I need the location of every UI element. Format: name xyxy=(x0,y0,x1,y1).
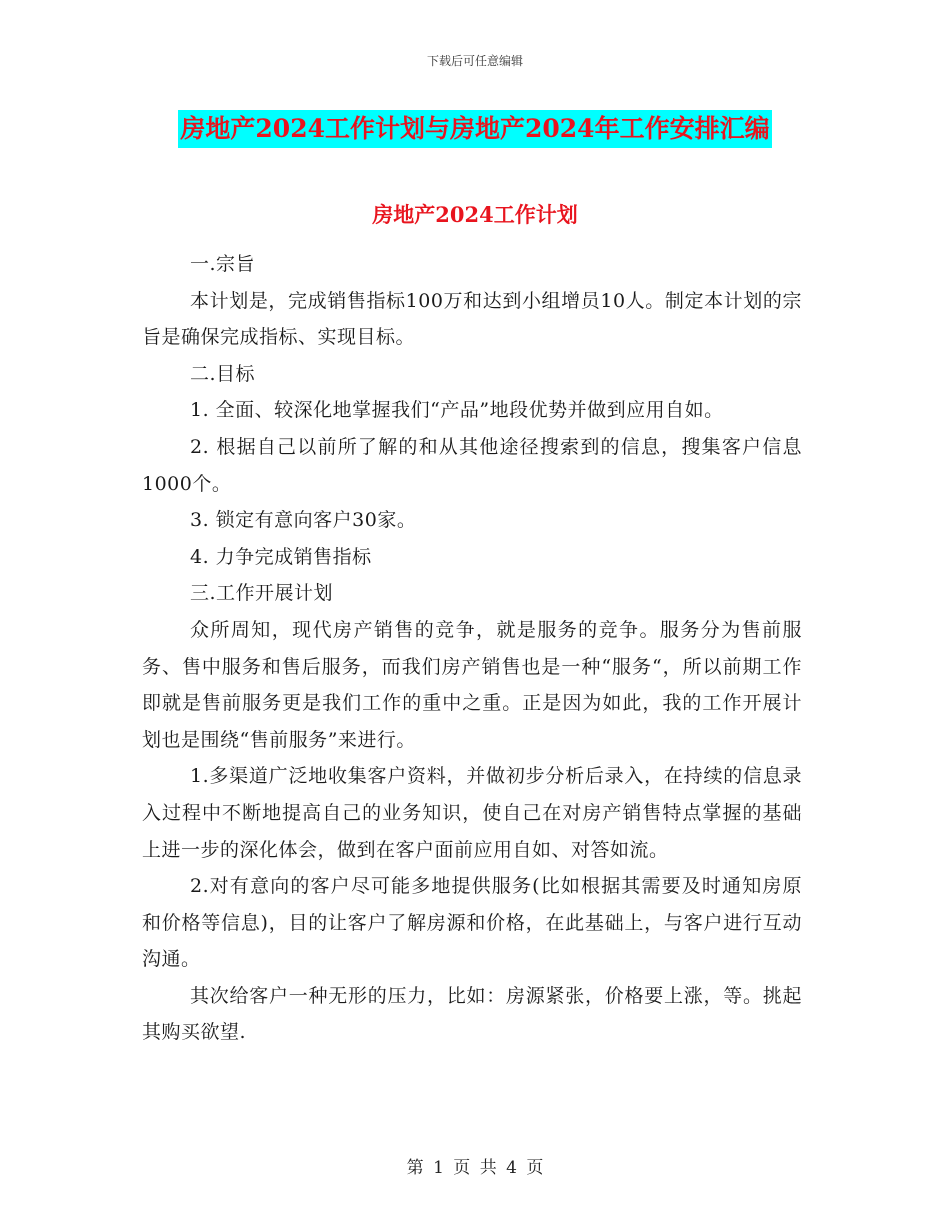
list-item: 3. 锁定有意向客户30家。 xyxy=(190,509,417,532)
paragraph: 本计划是，完成销售指标100万和达到小组增员10人。制定本计划的宗旨是确保完成指标、实现目标。 xyxy=(142,289,802,349)
heading-purpose: 一.宗旨 xyxy=(190,253,256,275)
document-title: 房地产2024工作计划与房地产2024年工作安排汇编 xyxy=(178,110,771,148)
list-item: 2. 根据自己以前所了解的和从其他途径搜索到的信息，搜集客户信息1000个。 xyxy=(142,435,802,495)
heading-work-plan: 三.工作开展计划 xyxy=(190,582,334,605)
paragraph: 1.多渠道广泛地收集客户资料，并做初步分析后录入，在持续的信息录入过程中不断地提高自己的业务知识，使自己在对房产销售特点掌握的基础上进一步的深化体会，做到在客户面前应用自如、对答如流。 xyxy=(142,765,802,861)
list-item: 4. 力争完成销售指标 xyxy=(190,545,372,568)
section-title: 房地产2024工作计划 xyxy=(372,202,578,227)
paragraph: 2.对有意向的客户尽可能多地提供服务(比如根据其需要及时通知房原和价格等信息)，目的让客户了解房源和价格，在此基础上，与客户进行互动沟通。 xyxy=(142,875,802,971)
page-number: 第 1 页 共 4 页 xyxy=(406,1158,544,1178)
paragraph: 其次给客户一种无形的压力，比如：房源紧张，价格要上涨，等。挑起其购买欲望. xyxy=(142,984,802,1044)
paragraph: 众所周知，现代房产销售的竞争，就是服务的竞争。服务分为售前服务、售中服务和售后服务，而我们房产销售也是一种“服务“，所以前期工作即就是售前服务更是我们工作的重中之重。正是因为如此，我的工作开展计划也是围绕“售前服务”来进行。 xyxy=(142,618,802,751)
list-item: 1. 全面、较深化地掌握我们“产品”地段优势并做到应用自如。 xyxy=(190,399,724,422)
heading-goals: 二.目标 xyxy=(190,362,256,385)
document-title-wrap xyxy=(0,110,950,148)
document-body xyxy=(142,246,802,1051)
page-header-note: 下载后可任意编辑 xyxy=(426,54,523,68)
